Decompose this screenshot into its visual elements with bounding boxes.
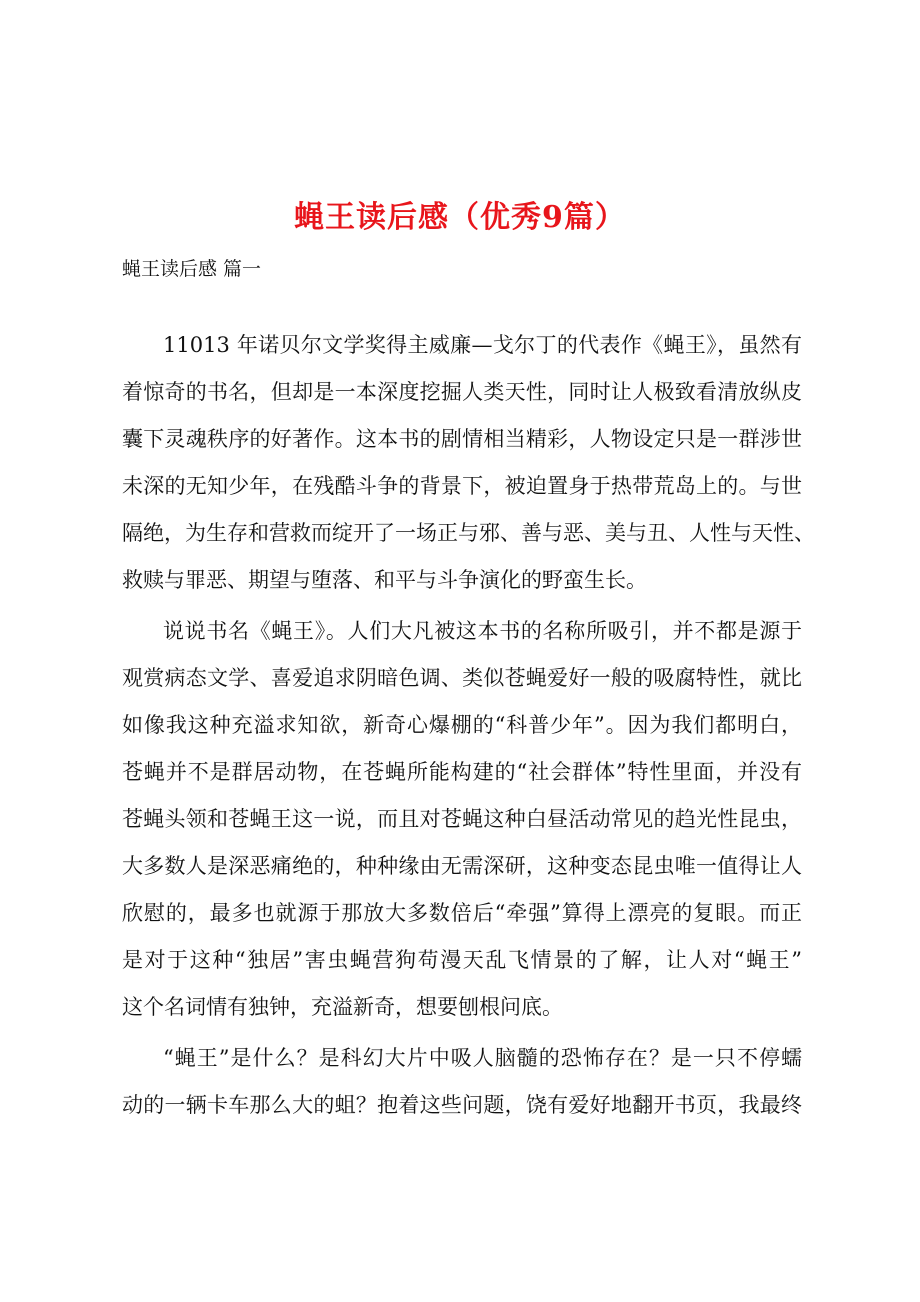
text-line: 着惊奇的书名，但却是一本深度挖掘人类天性，同时让人极致看清放纵皮 <box>122 380 802 404</box>
document-body <box>122 322 815 1133</box>
text-line: 如像我这种充溢求知欲，新奇心爆棚的“科普少年”。因为我们都明白， <box>122 713 802 737</box>
text-line: 11013 年诺贝尔文学奖得主威廉—戈尔丁的代表作《蝇王》，虽然有 <box>163 333 802 357</box>
text-line: 是对于这种“独居”害虫蝇营狗苟漫天乱飞情景的了解，让人对“蝇王” <box>122 948 802 972</box>
text-line: 这个名词情有独钟，充溢新奇，想要刨根问底。 <box>122 995 563 1019</box>
text-line: 观赏病态文学、喜爱追求阴暗色调、类似苍蝇爱好一般的吸腐特性，就比 <box>122 666 802 690</box>
paragraph-3 <box>122 1035 802 1129</box>
text-line: 隔绝，为生存和营救而绽开了一场正与邪、善与恶、美与丑、人性与天性、 <box>122 521 815 545</box>
text-line: 欣慰的，最多也就源于那放大多数倍后“牵强”算得上漂亮的复眼。而正 <box>122 901 802 925</box>
text-line: 救赎与罪恶、期望与堕落、和平与斗争演化的野蛮生长。 <box>122 568 647 592</box>
text-line: 动的一辆卡车那么大的蛆？抱着这些问题，饶有爱好地翻开书页，我最终 <box>122 1093 802 1117</box>
text-line: 苍蝇头领和苍蝇王这一说，而且对苍蝇这种白昼活动常见的趋光性昆虫， <box>122 807 802 831</box>
text-line: 未深的无知少年，在残酷斗争的背景下，被迫置身于热带荒岛上的。与世 <box>122 474 802 498</box>
text-line: 说说书名《蝇王》。人们大凡被这本书的名称所吸引，并不都是源于 <box>163 619 802 643</box>
text-line: 大多数人是深恶痛绝的，种种缘由无需深研，这种变态昆虫唯一值得让人 <box>122 854 802 878</box>
text-line: “蝇王”是什么？是科幻大片中吸人脑髓的恐怖存在？是一只不停蠕 <box>163 1046 802 1070</box>
text-line: 囊下灵魂秩序的好著作。这本书的剧情相当精彩，人物设定只是一群涉世 <box>122 427 802 451</box>
section-heading: 蝇王读后感 篇一 <box>122 258 262 280</box>
paragraph-1 <box>122 322 815 604</box>
text-line: 苍蝇并不是群居动物，在苍蝇所能构建的“社会群体”特性里面，并没有 <box>122 760 802 784</box>
paragraph-2 <box>122 608 802 1031</box>
document-title: 蝇王读后感（优秀9篇） <box>294 200 626 235</box>
